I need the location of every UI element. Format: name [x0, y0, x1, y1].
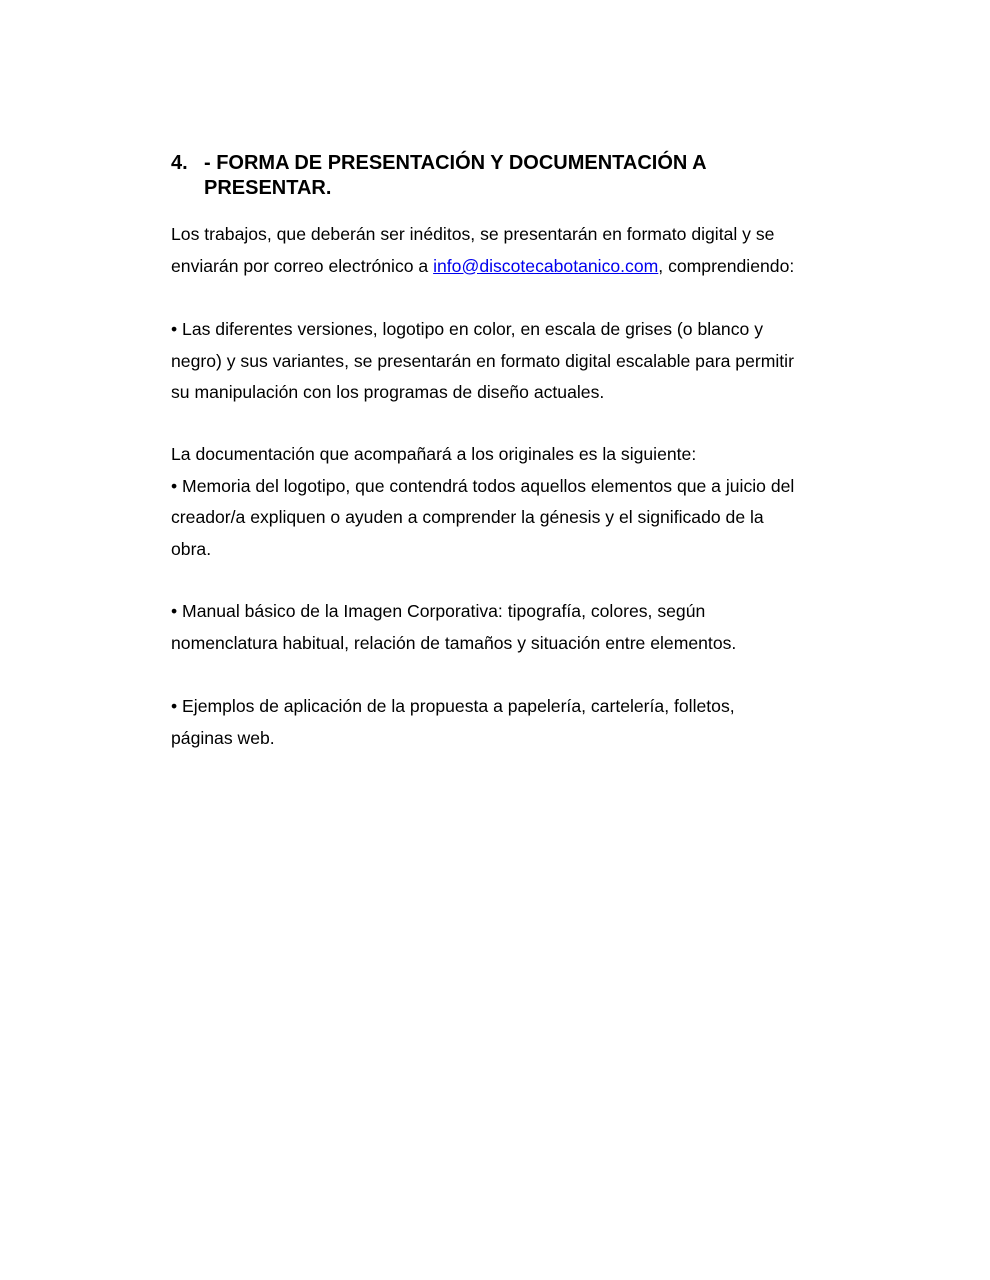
intro-line-2-after: , comprendiendo:	[658, 255, 795, 276]
ejemplos-line-1: • Ejemplos de aplicación de la propuesta a papelería, cartelería, folletos,	[171, 696, 735, 716]
section-title	[204, 151, 831, 201]
manual-paragraph	[171, 596, 831, 659]
memoria-line-3: obra.	[171, 538, 212, 559]
intro-line-2	[171, 251, 831, 283]
intro-line-1: Los trabajos, que deberán ser inéditos, se presentarán en formato digital y se	[171, 224, 775, 244]
ejemplos-line-2: páginas web.	[171, 727, 275, 748]
bullet-versions-line-3: su manipulación con los programas de diseño actuales.	[171, 382, 605, 402]
ejemplos-paragraph	[171, 691, 831, 754]
bullet-versions-paragraph	[171, 314, 831, 409]
bullet-versions-line-1: • Las diferentes versiones, logotipo en color, en escala de grises (o blanco y	[171, 319, 763, 339]
section-title-line-1: - FORMA DE PRESENTACIÓN Y DOCUMENTACIÓN A	[204, 152, 707, 174]
manual-line-1: • Manual básico de la Imagen Corporativa: tipografía, colores, según	[171, 601, 706, 621]
memoria-line-1: • Memoria del logotipo, que contendrá todos aquellos elementos que a juicio del	[171, 475, 795, 496]
memoria-line-2: creador/a expliquen o ayuden a comprender la génesis y el significado de la	[171, 507, 764, 527]
email-link[interactable]: info@discotecabotanico.com	[433, 255, 659, 276]
section-number: 4.	[171, 152, 188, 174]
intro-paragraph	[171, 219, 831, 282]
bullet-versions-line-2: negro) y sus variantes, se presentarán en formato digital escalable para permitir	[171, 350, 794, 371]
manual-line-2: nomenclatura habitual, relación de tamaños y situación entre elementos.	[171, 632, 737, 653]
documentation-intro: La documentación que acompañará a los originales es la siguiente:	[171, 444, 697, 464]
documentation-paragraph	[171, 439, 831, 565]
intro-line-2-before: enviarán por correo electrónico a	[171, 255, 434, 276]
section-title-line-2: PRESENTAR.	[204, 177, 332, 199]
section-heading	[171, 151, 831, 201]
